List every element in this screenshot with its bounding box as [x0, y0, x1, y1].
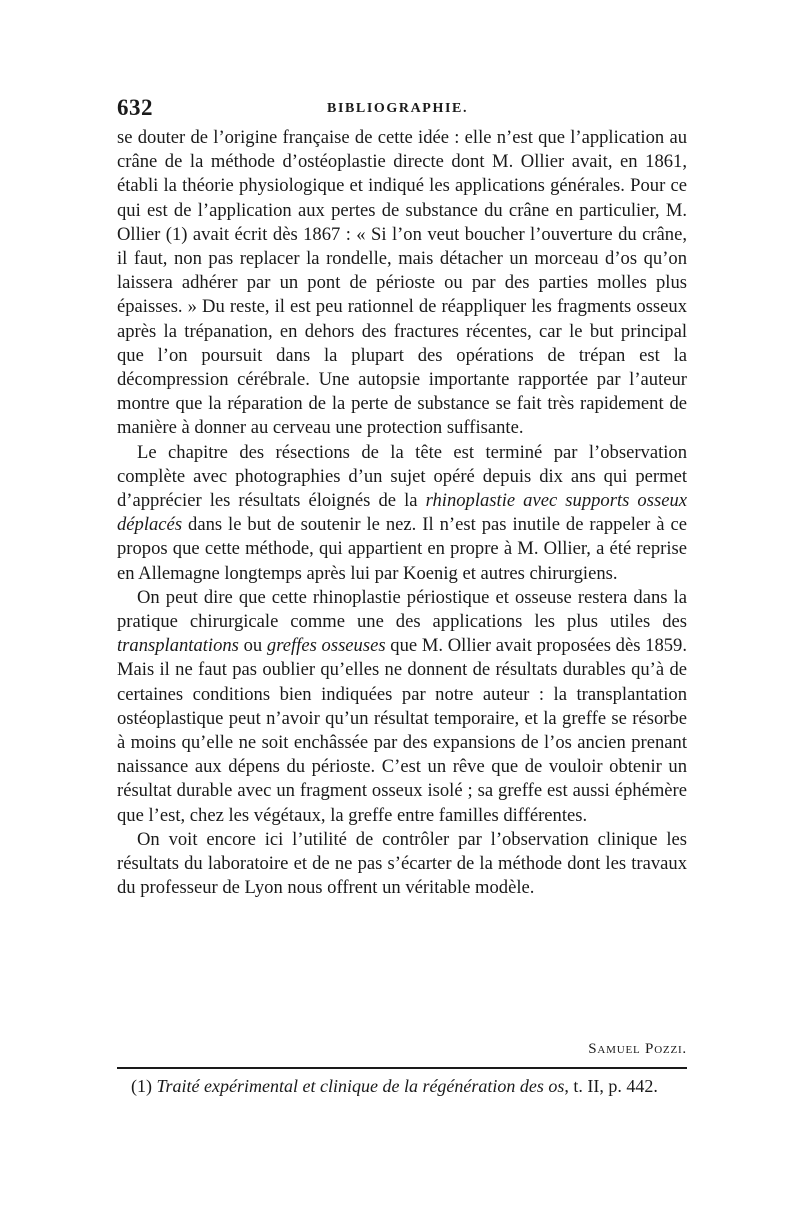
page-header: [117, 95, 687, 125]
footnote: [117, 1074, 687, 1098]
body-text: [117, 126, 687, 901]
paragraph-3-text-c: que M. Ollier avait proposées dès 1859. Mais il ne faut pas oublier qu’elles ne donnent de résultats durables qu’à de certaines conditions bien indiquées par notre auteur : la transplantation ostéoplastique peut n’avoir qu’un résultat temporaire, et la greffe se résorbe à moins qu’elle ne soit enchâssée par des expansions de l’os ancien prenant naissance aux dépens du périoste. C’est un rêve que de vouloir obtenir un résultat durable avec un fragment osseux isolé ; sa greffe est aussi éphémère que l’est, chez les végétaux, la greffe entre familles différentes.: [117, 635, 688, 826]
paragraph-4: [117, 828, 687, 901]
paragraph-1-text: se douter de l’origine française de cette idée : elle n’est que l’application au crâne de la méthode d’ostéoplastie directe dont M. Ollier avait, en 1861, établi la théorie physiologique et indiqué les applications générales. Pour ce qui est de l’application aux pertes de substance du crâne en particulier, M. Ollier (1) avait écrit dès 1867 : « Si l’on veut boucher l’ouverture du crâne, il faut, non pas replacer la rondelle, mais détacher un morceau d’os qu’on laissera adhérer par un pont de périoste ou par des parties molles plus épaisses. » Du reste, il est peu rationnel de réappliquer les fragments osseux après la trépanation, en dehors des fractures récentes, car le but principal que l’on poursuit dans la plupart des opérations de trépan est la décompression cérébrale. Une autopsie importante rapportée par l’auteur montre que la réparation de la perte de substance se fait très rapidement de manière à donner au cerveau une protection suffisante.: [117, 127, 687, 439]
paragraph-2-text-b: dans le but de soutenir le nez. Il n’est pas inutile de rappeler à ce propos que cette méthode, qui appartient en propre à M. Ollier, a été reprise en Allemagne longtemps après lui par Koenig et autres chirurgiens.: [117, 514, 687, 584]
paragraph-3-italic-b: greffes osseuses: [266, 635, 386, 657]
paragraph-4-text: On voit encore ici l’utilité de contrôler par l’observation clinique les résultats du laboratoire et de ne pas s’écarter de la méthode dont les travaux du professeur de Lyon nous offrent un véritable modèle.: [117, 828, 687, 899]
paragraph-2-text-a: Le chapitre des résections de la tête est terminé par l’observation complète avec photographies d’un sujet opéré depuis dix ans qui permet d’apprécier les résultats éloignés de la: [117, 441, 687, 512]
footnote-reference: , t. II, p. 442.: [564, 1076, 658, 1096]
footnote-rule: [117, 1067, 687, 1069]
paragraph-3-text-b: ou: [238, 635, 267, 657]
author-signature: Samuel Pozzi.: [588, 1041, 687, 1057]
paragraph-1: [117, 126, 687, 441]
paragraph-2-italic: rhinoplastie avec supports osseux déplacés: [117, 490, 687, 536]
paragraph-3-italic-a: transplantations: [117, 635, 239, 657]
paragraph-3-text-a: On peut dire que cette rhinoplastie périostique et osseuse restera dans la pratique chirurgicale comme une des applications les plus utiles des: [117, 586, 687, 633]
paragraph-2: [117, 441, 687, 586]
page-number: 632: [117, 95, 153, 120]
paragraph-3: [117, 586, 687, 828]
footnote-marker: (1): [131, 1076, 152, 1096]
footnote-title: Traité expérimental et clinique de la régénération des os: [156, 1076, 565, 1096]
running-head: BIBLIOGRAPHIE.: [327, 101, 469, 116]
